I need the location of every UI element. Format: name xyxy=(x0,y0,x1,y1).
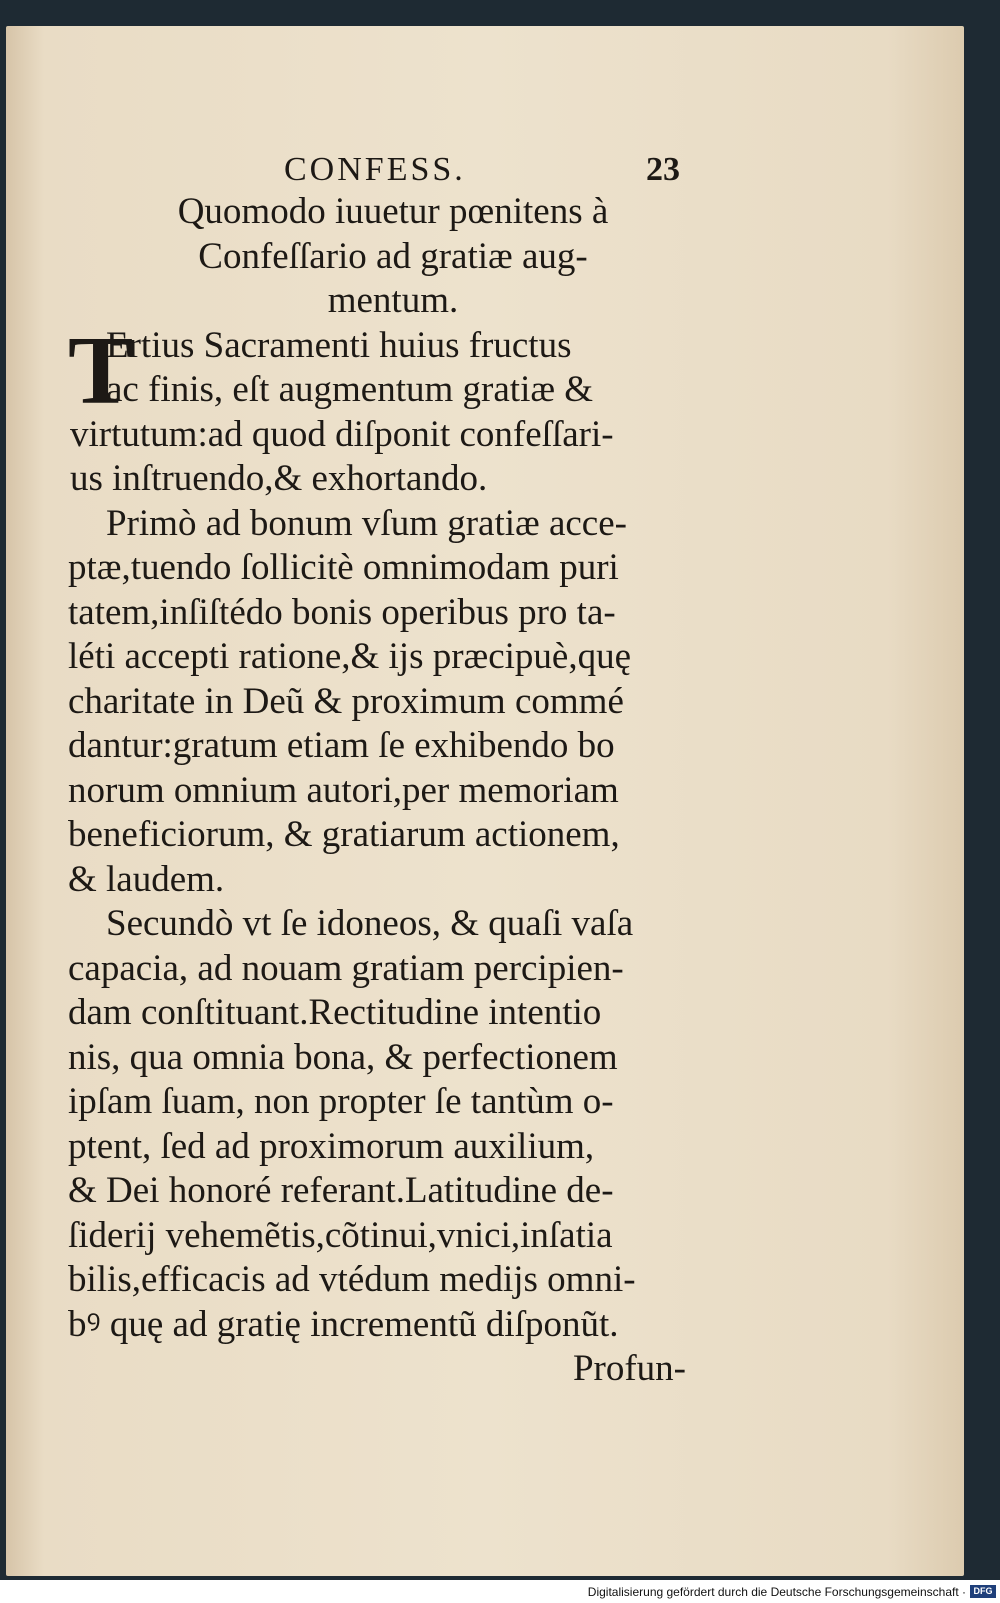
drop-capital: T xyxy=(68,316,134,425)
dfg-logo: DFG xyxy=(970,1585,996,1598)
text-line: & laudem. xyxy=(68,858,225,900)
text-line: us inſtruendo,& exhortando. xyxy=(70,458,488,499)
paragraph-1 xyxy=(68,316,688,502)
page-text xyxy=(68,146,688,1392)
text-line: ptent, ſed ad proximorum auxilium, xyxy=(68,1125,595,1167)
page-number: 23 xyxy=(646,151,680,188)
text-line: norum omnium autori,per memoriam xyxy=(68,769,619,811)
chapter-title xyxy=(68,190,688,324)
text-line: ac finis, eſt augmentum gratiæ & xyxy=(106,369,594,410)
paragraph-3 xyxy=(68,902,688,1347)
text-line: bꝰ quę ad gratię incrementũ diſponũt. xyxy=(68,1303,619,1345)
text-line: capacia, ad nouam gratiam percipien- xyxy=(68,947,624,989)
book-page xyxy=(6,26,964,1576)
running-title: CONFESS. xyxy=(284,151,466,188)
text-line: & Dei honoré referant.Latitudine de- xyxy=(68,1170,614,1211)
text-line: Ertius Sacramenti huius fructus xyxy=(106,324,572,366)
text-line: Primò ad bonum vſum gratiæ acce- xyxy=(106,502,627,544)
running-header xyxy=(68,146,688,190)
text-line: ptæ,tuendo ſollicitè omnimodam puri xyxy=(68,547,619,588)
text-line: ipſam ſuam, non propter ſe tantùm o- xyxy=(68,1081,614,1122)
text-line: charitate in Deũ & proximum commé xyxy=(68,680,624,722)
footer-bar xyxy=(0,1580,1000,1603)
catchword: Profun- xyxy=(572,1348,686,1389)
title-line: Confeſſario ad gratiæ aug- xyxy=(198,235,588,277)
text-line: bilis,efficacis ad vtédum medijs omni- xyxy=(68,1259,636,1300)
text-line: beneficiorum, & gratiarum actionem, xyxy=(68,814,620,855)
text-line: dantur:gratum etiam ſe exhibendo bo xyxy=(68,725,615,766)
text-line: léti accepti ratione,& ijs præcipuè,quę xyxy=(68,636,632,677)
text-line: dam conſtituant.Rectitudine intentio xyxy=(68,992,602,1033)
text-line: tatem,inſiſtédo bonis operibus pro ta- xyxy=(68,591,616,633)
title-line: mentum. xyxy=(327,280,459,321)
paragraph-2 xyxy=(68,502,688,903)
text-line: virtutum:ad quod diſponit confeſſari- xyxy=(70,413,614,455)
title-line: Quomodo iuuetur pœnitens à xyxy=(177,191,609,232)
text-line: Secundò vt ſe idoneos, & quaſi vaſa xyxy=(106,903,634,944)
funding-credit: Digitalisierung gefördert durch die Deutsche Forschungsgemeinschaft · xyxy=(587,1585,966,1599)
text-line: nis, qua omnia bona, & perfectionem xyxy=(68,1036,618,1078)
text-line: ſiderij vehemẽtis,cõtinui,vnici,inſatia xyxy=(68,1214,613,1256)
